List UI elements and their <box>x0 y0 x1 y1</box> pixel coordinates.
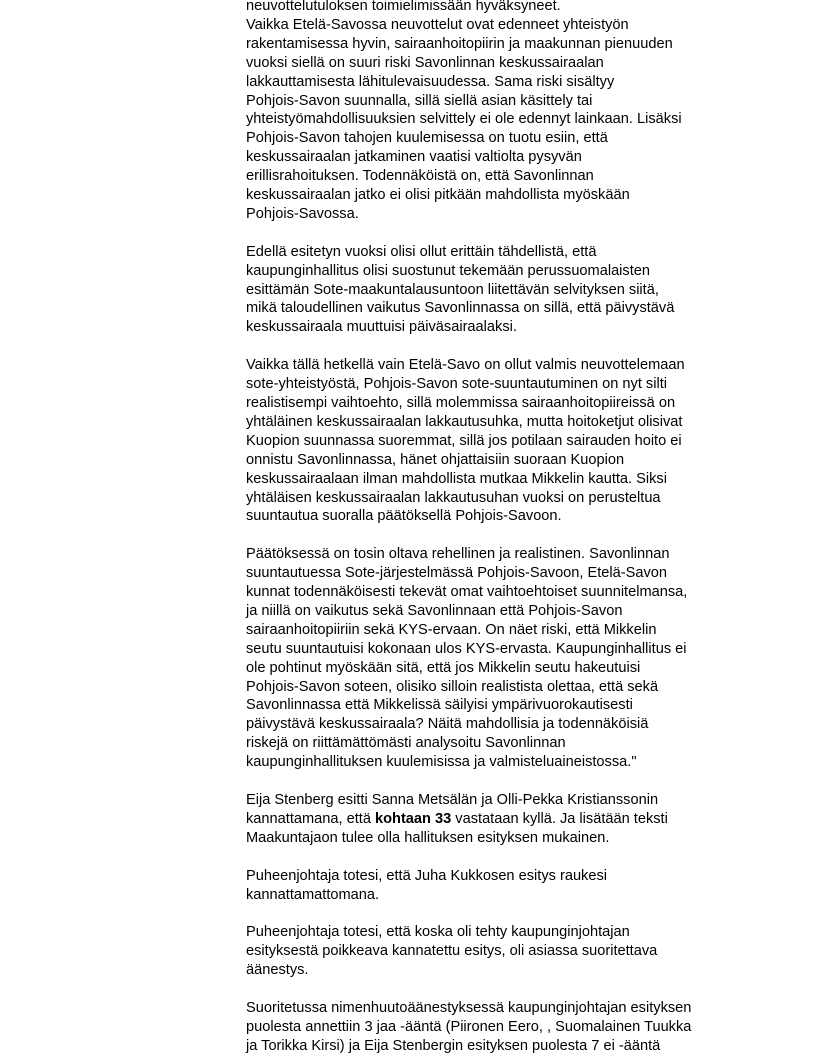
paragraph-etela-savo-risk <box>246 16 746 224</box>
text-line: riskejä on riittämättömästi analysoitu Savonlinnan <box>246 735 566 752</box>
text-line: mikä taloudellinen vaikutus Savonlinnassa on sillä, että päivystävä <box>246 300 675 317</box>
text-line: keskussairaalan jatko ei olisi pitkään mahdollista myöskään <box>246 187 630 204</box>
text-line: suuntautua suoralla päätöksellä Pohjois-Savoon. <box>246 508 562 525</box>
text-line: seutu suuntautuisi kokonaan ulos KYS-ervasta. Kaupunginhallitus ei <box>246 640 687 657</box>
paragraph-stenberg-proposal <box>246 791 746 848</box>
text-line: Eija Stenberg esitti Sanna Metsälän ja Olli-Pekka Kristianssonin <box>246 792 659 808</box>
text-line: Vaikka tällä hetkellä vain Etelä-Savo on ollut valmis neuvottelemaan <box>246 357 685 374</box>
text-line: ole pohtinut myöskään sitä, että jos Mikkelin seutu hakeutuisi <box>246 659 641 676</box>
text-line: kaupunginhallitus olisi suostunut tekemään perussuomalaisten <box>246 262 651 279</box>
text-line: ja Torikka Kirsi) ja Eija Stenbergin esityksen puolesta 7 ei -ääntä <box>246 1037 661 1054</box>
text-line: ja niillä on vaikutus sekä Savonlinnaan että Pohjois-Savon <box>246 602 623 619</box>
paragraph-vote-required <box>246 923 746 980</box>
text-line: yhtäläisen keskussairaalan lakkautusuhan vuoksi on perusteltua <box>246 489 661 506</box>
paragraph-selvitys <box>246 243 746 338</box>
text-line: rakentamisessa hyvin, sairaanhoitopiirin ja maakunnan pienuuden <box>246 35 673 52</box>
paragraph-pohjois-savo-orientation <box>246 356 746 526</box>
text-line: suuntautuessa Sote-järjestelmässä Pohjois-Savoon, Etelä-Savon <box>246 565 668 582</box>
text-line: Pohjois-Savon soteen, olisiko silloin realistista olettaa, että sekä <box>246 678 659 695</box>
text-line: keskussairaalan jatkaminen vaatisi valtiolta pysyvän <box>246 149 582 166</box>
text-line: Suoritetussa nimenhuutoäänestyksessä kaupunginjohtajan esityksen <box>246 999 692 1016</box>
text-line <box>246 810 746 829</box>
text-line: esityksestä poikkeava kannatettu esitys, oli asiassa suoritettava <box>246 943 658 960</box>
text-line: Maakuntajaon tulee olla hallituksen esityksen mukainen. <box>246 829 610 846</box>
text-line: päivystävä keskussairaala? Näitä mahdollisia ja todennäköisiä <box>246 716 649 733</box>
text-line: sote-yhteistyöstä, Pohjois-Savon sote-suuntautuminen on nyt silti <box>246 376 668 393</box>
paragraph-continuation <box>246 0 746 16</box>
document-page <box>246 0 746 1056</box>
text-line: erillisrahoituksen. Todennäköistä on, että Savonlinnan <box>246 168 594 185</box>
text-line: Päätöksessä on tosin oltava rehellinen ja realistinen. Savonlinnan <box>246 546 670 563</box>
text-line: Vaikka Etelä-Savossa neuvottelut ovat edenneet yhteistyön <box>246 16 629 33</box>
text-line: äänestys. <box>246 962 309 979</box>
text-line: yhteistyömahdollisuuksien selvittely ei ole edennyt lainkaan. Lisäksi <box>246 111 682 128</box>
text-line: Kuopion suunnassa suoremmat, sillä jos potilaan sairauden hoito ei <box>246 432 682 449</box>
text-line: vuoksi siellä on suuri riski Savonlinnan keskussairaalan <box>246 54 604 71</box>
text-line: kunnat todennäköisesti tekevät omat vaihtoehtoiset suunnitelmansa, <box>246 584 688 601</box>
bold-item-reference: kohtaan 33 <box>375 810 452 827</box>
paragraph-vote-result <box>246 999 746 1056</box>
text-segment: kannattamana, että <box>246 810 375 827</box>
text-line: lakkauttamisesta lähitulevaisuudessa. Sama riski sisältyy <box>246 73 615 90</box>
text-line: Savonlinnassa että Mikkelissä säilyisi ympärivuorokautisesti <box>246 697 633 714</box>
paragraph-decision-realism <box>246 545 746 772</box>
text-line: Pohjois-Savon tahojen kuulemisessa on tuotu esiin, että <box>246 130 608 147</box>
text-segment: vastataan kyllä. Ja lisätään teksti <box>451 810 668 827</box>
text-line: Pohjois-Savossa. <box>246 205 359 222</box>
text-line: esittämän Sote-maakuntalausuntoon liitettävän selvityksen siitä, <box>246 281 659 298</box>
text-line: kaupunginhallituksen kuulemisissa ja valmisteluaineistossa." <box>246 754 637 771</box>
text-line: keskussairaalaan ilman mahdollista mutkaa Mikkelin kautta. Siksi <box>246 470 667 487</box>
text-line: kannattamattomana. <box>246 886 380 903</box>
text-line: onnistu Savonlinnassa, hänet ohjattaisiin suoraan Kuopion <box>246 451 625 468</box>
text-line: neuvottelutuloksen toimielimissään hyväksyneet. <box>246 0 561 14</box>
text-line: yhtäläinen keskussairaalan lakkautusuhka, mutta hoitoketjut olisivat <box>246 413 683 430</box>
text-line: Puheenjohtaja totesi, että koska oli tehty kaupunginjohtajan <box>246 924 630 941</box>
text-line: Edellä esitetyn vuoksi olisi ollut erittäin tähdellistä, että <box>246 243 597 260</box>
text-line: sairaanhoitopiiriin sekä KYS-ervaan. On näet riski, että Mikkelin <box>246 621 657 638</box>
text-line: puolesta annettiin 3 jaa -ääntä (Piironen Eero, , Suomalainen Tuukka <box>246 1018 692 1035</box>
text-line: Puheenjohtaja totesi, että Juha Kukkosen esitys raukesi <box>246 867 608 884</box>
text-line: realistisempi vaihtoehto, sillä molemmissa sairaanhoitopiireissä on <box>246 395 676 411</box>
paragraph-kukkonen-lapsed <box>246 867 746 905</box>
text-line: keskussairaala muuttuisi päiväsairaalaksi. <box>246 319 517 336</box>
text-line: Pohjois-Savon suunnalla, sillä siellä asian käsittely tai <box>246 92 593 109</box>
